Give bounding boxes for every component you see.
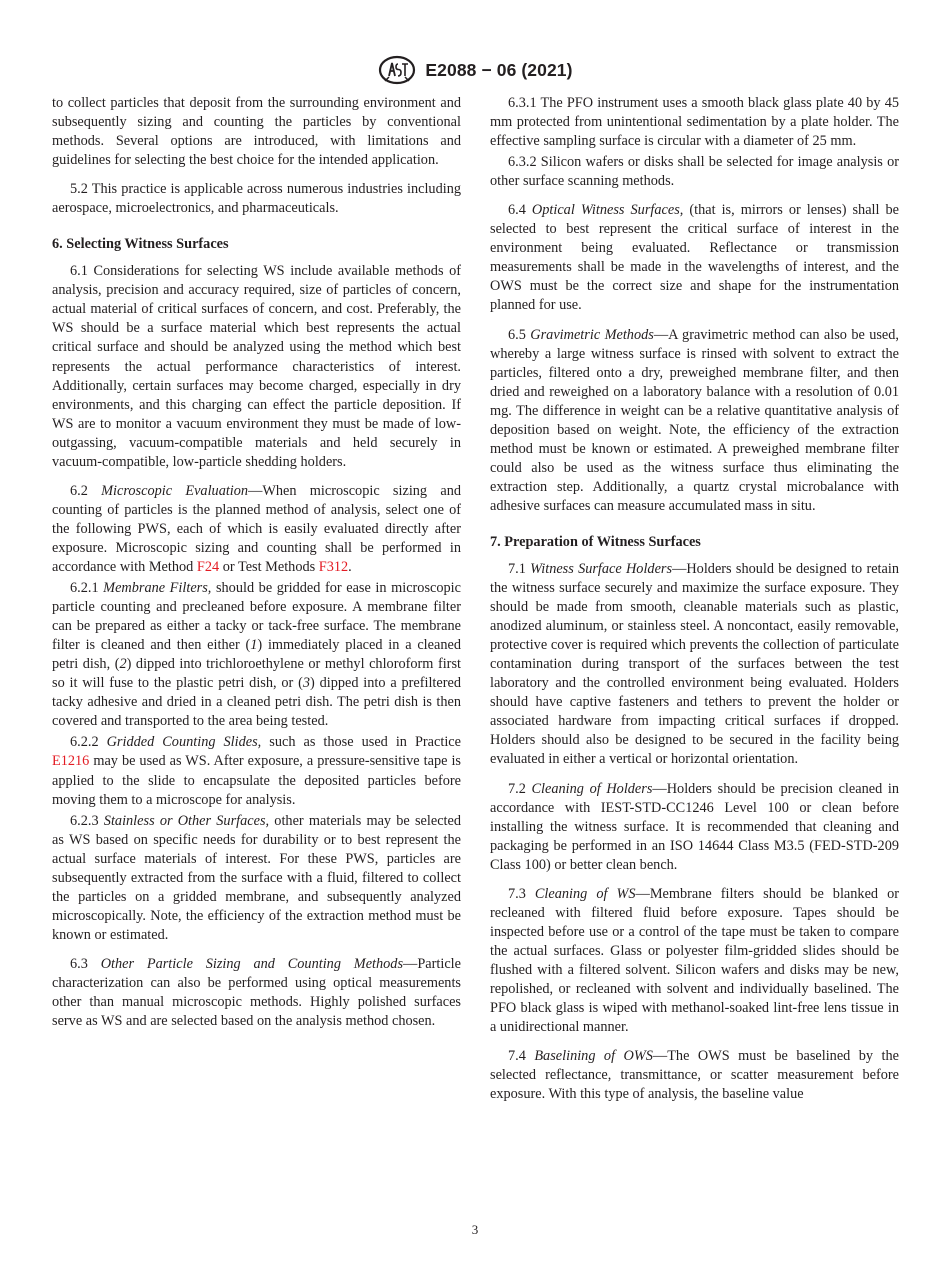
section-heading-6: 6. Selecting Witness Surfaces	[52, 236, 229, 253]
clause-title: Stainless or Other Surfaces,	[103, 812, 270, 829]
clause-text: should be gridded for ease in microscopic particle counting and precleaned before exposure. A membrane filter can be prepared as either a tacky or tack-free surface. The membrane filter is cleaned and then either (	[52, 580, 461, 654]
clause-text: such as those used in Practice	[261, 734, 462, 751]
clause-number: 6.2.3	[70, 812, 104, 829]
clause-number: 6.2	[70, 482, 102, 499]
astm-logo-icon	[377, 54, 417, 86]
page-header	[0, 53, 950, 87]
clause-text: .	[348, 558, 352, 575]
clause-text: —Particle characterization can also be performed using optical measurements other than manual microscopic methods. Highly polished surfaces serve as WS and are selected based on the analysis method chosen.	[52, 955, 461, 1030]
paragraph-6-4	[490, 201, 899, 315]
enumeration-number: 3	[302, 675, 311, 692]
paragraph-7-3	[490, 885, 899, 1037]
clause-text: ) dipped into a prefiltered tacky adhesive and dried in a cleaned petri dish. The petri dish is then covered and transported to the area being tested.	[52, 675, 461, 730]
clause-title: Gravimetric Methods	[530, 326, 654, 343]
link-f312[interactable]: F312	[318, 558, 349, 575]
clause-title: Baselining of OWS	[534, 1048, 653, 1065]
clause-text: —The OWS must be baselined by the selected reflectance, transmittance, or scatter measurement before exposure. With this type of analysis, the baseline value	[490, 1048, 899, 1103]
clause-number: 6.3	[70, 955, 101, 972]
paragraph-6-3	[52, 955, 461, 1031]
clause-text: ) dipped into trichloroethylene or methyl chloroform first so it will fuse to the plastic petri dish, or (	[52, 656, 461, 692]
clause-title: Gridded Counting Slides,	[106, 734, 262, 751]
clause-number: 6.4	[508, 202, 532, 219]
document-designation: E2088 − 06 (2021)	[425, 59, 573, 80]
paragraph-7-1	[490, 560, 899, 770]
section-heading-7: 7. Preparation of Witness Surfaces	[490, 533, 701, 550]
paragraph-6-2-2	[52, 733, 461, 809]
clause-text: may be used as WS. After exposure, a pressure-sensitive tape is applied to the slide to encapsulate the deposited particles before moving them to a microscope for analysis.	[52, 753, 461, 808]
clause-title: Cleaning of Holders	[531, 780, 653, 797]
left-column	[52, 94, 461, 1031]
clause-text: ) immediately placed in a cleaned petri dish, (	[52, 637, 461, 673]
page-number: 3	[471, 1222, 479, 1237]
paragraph-6-5	[490, 326, 899, 516]
clause-text: —Holders should be designed to retain the witness surface securely and maximize the surface exposure. They should be made from smooth, cleanable materials such as plastic, anodized aluminum, or stainless steel. A noncontact, easily removable, protective cover is required which prevents the collection of particulate contamination during transport of the surfaces between the test laboratory and the controlled environment being evaluated. Holders should have captive fasteners and tethers to prevent the holder or associated hardware from impacting critical surfaces if dropped. Holders should also be designed to be secured in the facility being evaluated in either a vertical or horizontal orientation.	[490, 560, 899, 768]
clause-text: —Membrane filters should be blanked or recleaned with filtered fluid before exposure. Tapes should be inspected before use or a control of the tape must be taken to compare the actual surfaces. Glass or polyester film-gridded slides should be flushed with a filtered solvent. Silicon wafers and disks may be new, repolished, or recleaned with solvent and individually baselined. The PFO black glass is wiped with methanol-soaked lint-free lens tissue in a unidirectional manner.	[490, 885, 899, 1036]
clause-number: 7.4	[508, 1048, 535, 1065]
clause-number: 7.2	[508, 780, 532, 797]
clause-number: 7.3	[508, 885, 535, 902]
clause-text: —When microscopic sizing and counting of particles is the planned method of analysis, select one of the following PWS, each of which is easily evaluated directly after exposure. Microscopic sizing and counting shall be performed in accordance with Method	[52, 482, 461, 575]
link-e1216[interactable]: E1216	[52, 753, 90, 770]
paragraph-6-2-1	[52, 579, 461, 731]
paragraph-continued: to collect particles that deposit from the surrounding environment and subsequently sizing and counting the particles by conventional methods. Several options are introduced, with limitations and guidelines for selecting the best choice for the intended application.	[52, 95, 461, 169]
clause-text: —A gravimetric method can also be used, whereby a large witness surface is rinsed with solvent to extract the particles, filtered onto a dry, preweighed membrane filter, and then dried and reweighed on a laboratory balance with a resolution of 0.01 mg. The difference in weight can be a relative quantitative analysis of deposition based on weight. Note, the efficiency of the extraction method must be known or estimated. A preweighed membrane filter could also be used as the witness surface thus eliminating the extraction step. Additionally, a quartz crystal microbalance with adhesive surfaces can measure accumulated mass in situ.	[490, 326, 899, 514]
right-column	[490, 94, 899, 1104]
clause-title: Microscopic Evaluation	[101, 482, 249, 499]
paragraph-5-2: 5.2 This practice is applicable across numerous industries including aerospace, microelectronics, and pharmaceuticals.	[52, 181, 461, 217]
paragraph-6-3-2: 6.3.2 Silicon wafers or disks shall be selected for image analysis or other surface scanning methods.	[490, 154, 899, 190]
enumeration-number: 2	[119, 656, 127, 673]
clause-text: (that is, mirrors or lenses) shall be selected to best represent the critical surface of interest in the environment being evaluated. Reflectance or transmission measurements shall be made in the wavelengths of interest, and the OWS must be the correct size and shape for the instrumentation planned for use.	[490, 202, 900, 314]
clause-text: —Holders should be precision cleaned in accordance with IEST-STD-CC1246 Level 100 or clean before installing the witness surface. It is recommended that cleaning and packaging be performed in an ISO 14644 Class M3.5 (FED-STD-209 Class 100) or better clean bench.	[490, 780, 899, 873]
clause-title: Membrane Filters,	[103, 580, 212, 597]
clause-title: Witness Surface Holders	[530, 560, 673, 577]
paragraph-6-1: 6.1 Considerations for selecting WS include available methods of analysis, precision and accuracy required, size of particles of concern, actual material of critical surfaces of concern, and cost. Preferably, the WS should be a surface material which best represents the actual critical surface and should be analyzed using the method which best represents the actual performance characteristics of interest. Additionally, certain surfaces may become charged, especially in dry environments, and this charging can effect the particle deposition. If WS are to monitor a vacuum environment they must be made of low-outgassing, vacuum-compatible materials and held securely in vacuum-compatible, low-particle shedding holders.	[52, 263, 461, 470]
paragraph-6-3-1: 6.3.1 The PFO instrument uses a smooth black glass plate 40 by 45 mm protected from unintentional sedimentation by a plate holder. The effective sampling surface is circular with a diameter of 25 mm.	[490, 95, 899, 150]
paragraph-7-2	[490, 780, 899, 875]
paragraph-6-2-3	[52, 812, 461, 945]
clause-text: other materials may be selected as WS based on specific needs for durability or to best represent the actual surface materials of interest. For these PWS, particles are subsequently extracted from the surface with a fluid, filtered to collect the particles on a gridded membrane, and subsequently analyzed microscopically. Note, the efficiency of the extraction method must be known or estimated.	[52, 812, 462, 943]
paragraph-6-2	[52, 482, 461, 577]
clause-title: Other Particle Sizing and Counting Methods	[100, 955, 404, 972]
paragraph-7-4	[490, 1047, 899, 1104]
enumeration-number: 1	[250, 637, 258, 654]
link-f24[interactable]: F24	[196, 558, 220, 575]
clause-number: 6.5	[508, 326, 531, 343]
clause-title: Optical Witness Surfaces,	[531, 202, 684, 219]
clause-title: Cleaning of WS	[534, 885, 636, 902]
clause-number: 7.1	[508, 560, 531, 577]
clause-text: or Test Methods	[219, 558, 319, 575]
clause-number: 6.2.1	[70, 580, 104, 597]
clause-number: 6.2.2	[70, 734, 107, 751]
